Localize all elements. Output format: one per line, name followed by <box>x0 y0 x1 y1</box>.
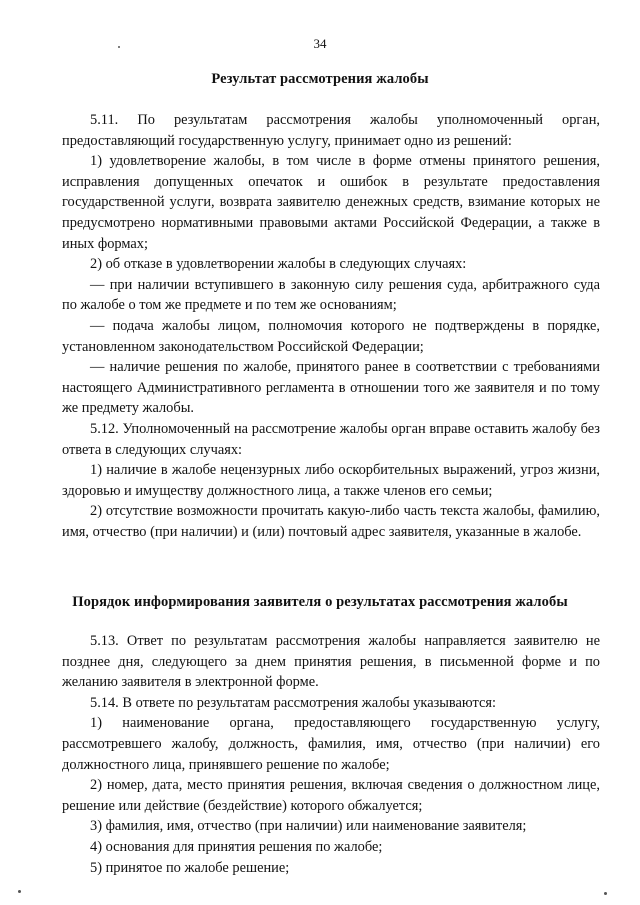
paragraph-5-11: 5.11. По результатам рассмотрения жалобы уполномоченный орган, предоставляющий государственную услугу, принимает одно из решений: <box>62 112 600 149</box>
scan-speck <box>118 46 120 48</box>
scan-speck <box>18 890 21 893</box>
paragraph-5-12: 5.12. Уполномоченный на рассмотрение жалобы орган вправе оставить жалобу без ответа в следующих случаях: <box>62 420 600 458</box>
paragraph-refusal-unauthorized: — подача жалобы лицом, полномочия которого не подтверждены в порядке, установленном законодательством Российской Федерации; <box>62 317 600 355</box>
paragraph-5-11-item-1: 1) удовлетворение жалобы, в том числе в форме отмены принятого решения, исправления допущенных опечаток и ошибок в результате предоставления государственной услуги, возврата заявителю денежных средств, взимание которых не предусмотрено нормативными правовыми актами Российской Федерации, а также в иных формах; <box>62 153 600 252</box>
section-body-informing-applicant <box>62 631 600 878</box>
paragraph-5-14-item-2: 2) номер, дата, место принятия решения, включая сведения о должностном лице, решение или действие (бездействие) которого обжалуется; <box>62 777 600 814</box>
paragraph-5-14-item-4: 4) основания для принятия решения по жалобе; <box>90 838 383 855</box>
paragraph-5-12-item-2: 2) отсутствие возможности прочитать какую-либо часть текста жалобы, фамилию, имя, отчество (при наличии) и (или) почтовый адрес заявителя, указанные в жалобе. <box>62 503 600 540</box>
paragraph-5-14-item-5: 5) принятое по жалобе решение; <box>90 859 290 876</box>
page-number: 34 <box>313 36 327 51</box>
section-body-complaint-result <box>62 110 600 542</box>
section-heading-informing-applicant: Порядок информирования заявителя о результатах рассмотрения жалобы <box>72 594 568 610</box>
scan-speck <box>604 892 607 895</box>
paragraph-refusal-prior-decision: — наличие решения по жалобе, принятого ранее в соответствии с требованиями настоящего Административного регламента в отношении того же заявителя и по тому же предмету жалобы. <box>62 359 600 417</box>
paragraph-5-11-item-2: 2) об отказе в удовлетворении жалобы в следующих случаях: <box>90 256 467 273</box>
section-heading-complaint-result: Результат рассмотрения жалобы <box>211 71 429 87</box>
paragraph-refusal-court-decision: — при наличии вступившего в законную силу решения суда, арбитражного суда по жалобе о том же предмете и по тем же основаниям; <box>62 276 600 314</box>
paragraph-5-12-item-1: 1) наличие в жалобе нецензурных либо оскорбительных выражений, угроз жизни, здоровью и имуществу должностного лица, а также членов его семьи; <box>62 462 600 499</box>
paragraph-5-13: 5.13. Ответ по результатам рассмотрения жалобы направляется заявителю не позднее дня, следующего за днем принятия решения, в письменной форме и по желанию заявителя в электронной форме. <box>62 633 600 691</box>
paragraph-5-14-item-3: 3) фамилия, имя, отчество (при наличии) или наименование заявителя; <box>90 818 527 835</box>
paragraph-5-14: 5.14. В ответе по результатам рассмотрения жалобы указываются: <box>90 694 496 711</box>
paragraph-5-14-item-1: 1) наименование органа, предоставляющего государственную услугу, рассмотревшего жалобу, должность, фамилия, имя, отчество (при наличии) его должностного лица, принявшего решение по жалобе; <box>62 715 600 773</box>
